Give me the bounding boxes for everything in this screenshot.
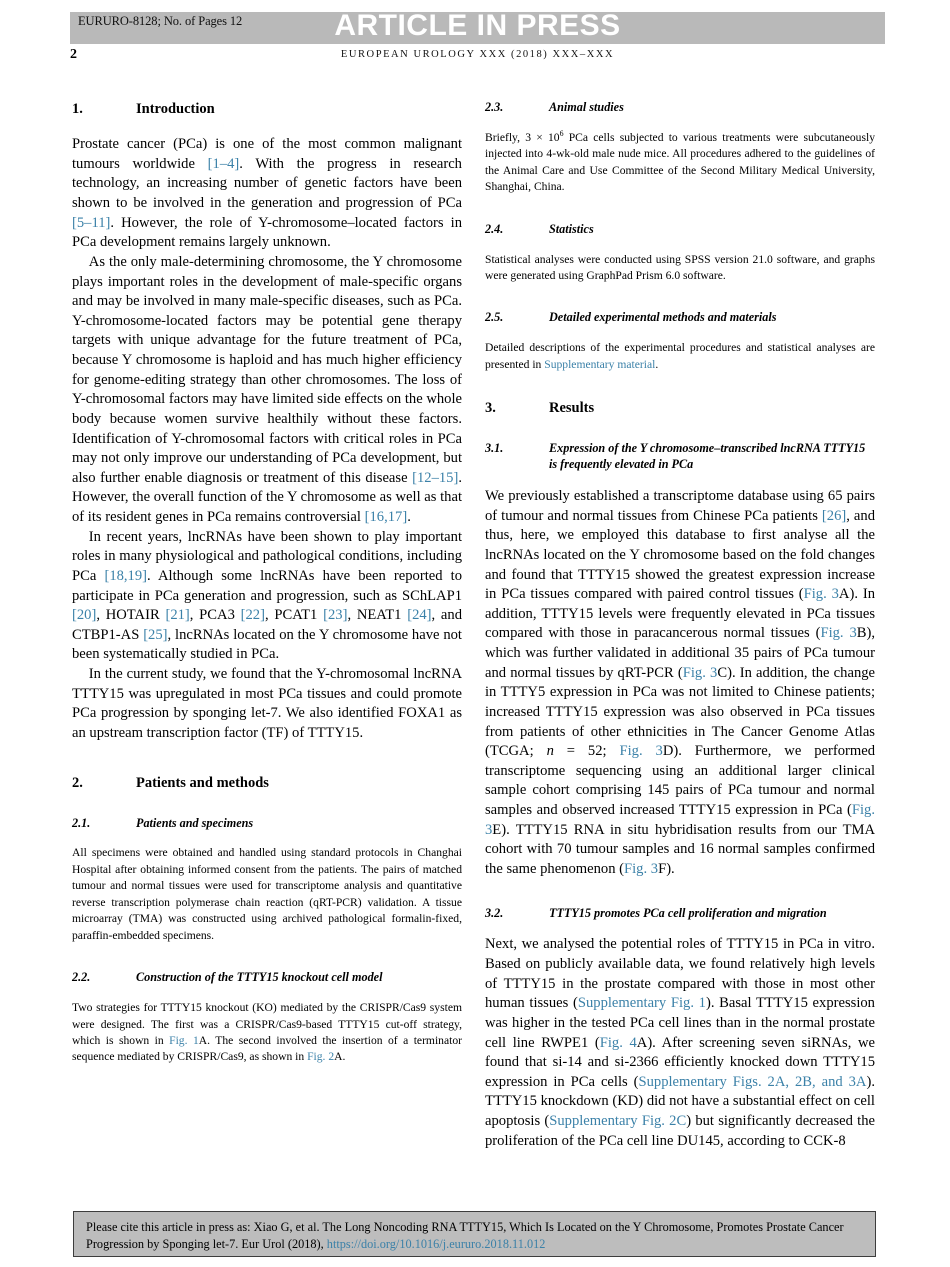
text-run: . However, the overall function of the Y chromosome as well as that of its resident genes in PCa remains controversial xyxy=(72,469,462,525)
text-run: Please cite this article in press as: Xiao G, et al. The Long Noncoding RNA TTTY15, Which Is Located on the Y Chromosome, Promotes Prostate Cancer Progression by Sponging let-7. Eur Urol (2018), xyxy=(86,1220,844,1252)
text-run: As the only male-determining chromosome, the Y chromosome plays important roles in the development of male-specific organs and may be involved in many male-specific diseases, such as PCa. Y-chromosome-located factors may be potential gene therapy targets with unique advantage for the future treatment of PCa, because Y chromosome is haploid and has much higher efficiency for genome-editing strategy than other chromosomes. The loss of Y-chromosomal factors may have limited side effects on the whole body because women survive healthily without these factors. Identification of Y-chromosomal factors with critical roles in PCa may not only improve our understanding of PCa development, but also further enable diagnosis or treatment of this disease xyxy=(72,253,462,486)
section-number: 1. xyxy=(72,101,83,117)
paragraph-animal-studies xyxy=(485,130,875,196)
section-title: Results xyxy=(549,400,595,417)
text-run: D). Furthermore, we performed transcriptome sequencing using an additional larger clinical sample cohort comprising 145 pairs of PCa tumour and normal samples and observed increased TTTY15 expression in PCa ( xyxy=(485,743,875,819)
paragraph-patients-specimens: All specimens were obtained and handled using standard protocols in Changhai Hospital after obtaining informed consent from the patients. The pairs of matched tumour and normal tissues were used for transcriptome analysis and quantitative reverse transcription polymerase chain reaction (qRT-PCR) validation. A tissue microarray (TMA) was constructed using archived pathological formalin-fixed, paraffin-embedded specimens. xyxy=(72,846,462,942)
subsection-number: 3.1. xyxy=(485,441,504,456)
figure-link-fig-3c[interactable]: Fig. 3 xyxy=(682,664,718,681)
reference-link-21[interactable]: [21] xyxy=(165,607,190,624)
text-run: A). After screening seven siRNAs, we found that si-14 and si-2366 efficiently knocked down TTTY15 expression in PCa cells ( xyxy=(485,1034,875,1090)
text-run: Next, we analysed the potential roles of TTTY15 in PCa in vitro. Based on publicly available data, we found relatively high levels of TTTY15 in the prostate compared with those in most other human tissues ( xyxy=(485,936,875,1012)
paragraph-detailed-methods xyxy=(485,340,875,373)
text-run: . xyxy=(655,357,659,371)
text-run: Briefly, 3 × 10 xyxy=(485,130,560,144)
figure-link-fig-4[interactable]: Fig. 4 xyxy=(599,1034,637,1051)
text-run: ). Basal TTTY15 expression was higher in the tested PCa cell lines than in the normal prostate cell line RWPE1 ( xyxy=(485,995,875,1051)
subsection-number: 2.4. xyxy=(485,221,504,236)
subsection-heading-statistics xyxy=(485,222,875,238)
running-head xyxy=(70,47,885,67)
figure-link-fig-3a[interactable]: Fig. 3 xyxy=(803,586,839,603)
reference-link-18-19[interactable]: [18,19] xyxy=(104,567,148,584)
text-run: , NEAT1 xyxy=(347,607,408,624)
subsection-title: Expression of the Y chromosome–transcribed lncRNA TTTY15 is frequently elevated in PCa xyxy=(549,441,866,472)
reference-link-20[interactable]: [20] xyxy=(72,607,97,624)
supplementary-link-fig-2c[interactable]: Supplementary Fig. 2C xyxy=(549,1113,687,1130)
text-run: , PCA3 xyxy=(189,607,241,624)
journal-running-title: EUROPEAN UROLOGY XXX (2018) XXX–XXX xyxy=(340,49,615,60)
italic-n: n xyxy=(546,743,554,760)
text-run: = 52; xyxy=(553,743,620,760)
subsection-title: Detailed experimental methods and materials xyxy=(549,310,777,325)
figure-link-fig-2[interactable]: Fig. 2 xyxy=(307,1050,335,1064)
figure-link-fig-3b[interactable]: Fig. 3 xyxy=(820,625,857,642)
subsection-heading-ttty15-elevated xyxy=(485,441,875,473)
supplementary-link-fig-1[interactable]: Supplementary Fig. 1 xyxy=(577,995,706,1012)
text-run: , HOTAIR xyxy=(96,607,166,624)
text-run: A). In addition, TTTY15 levels were frequently elevated in PCa tissues compared with those in paracancerous normal tissues ( xyxy=(485,586,875,642)
supplementary-material-link[interactable]: Supplementary material xyxy=(544,357,656,371)
paragraph-intro-2 xyxy=(72,253,462,528)
text-run: . However, the role of Y-chromosome–located factors in PCa development remains largely unknown. xyxy=(72,214,462,251)
section-number: 2. xyxy=(72,774,83,791)
text-run: C). In addition, the change in TTTY5 expression in PCa was not limited to Chinese patients; increased TTTY15 expression was also observed in PCa tissues from patients of other ethnicities in The Cancer Genome Atlas (TCGA; xyxy=(485,664,876,760)
text-run: . Although some lncRNAs have been reported to participate in PCa generation and progression, such as SChLAP1 xyxy=(72,567,462,604)
text-run: A. The second involved the insertion of a terminator sequence mediated by CRISPR/Cas9, as shown in xyxy=(72,1033,462,1064)
figure-link-fig-1[interactable]: Fig. 1 xyxy=(169,1033,199,1047)
figure-link-fig-3d[interactable]: Fig. 3 xyxy=(619,743,663,760)
article-id-label: EURURO-8128; No. of Pages 12 xyxy=(78,14,243,28)
subsection-title: Statistics xyxy=(549,221,594,236)
text-run: , lncRNAs located on the Y chromosome have not been systematically studied in PCa. xyxy=(72,626,462,663)
subsection-heading-ttty15-proliferation xyxy=(485,906,875,922)
text-run: E). TTTY15 RNA in situ hybridisation results from our TMA cohort with 70 tumour samples and 16 normal samples confirmed the same phenomenon ( xyxy=(485,821,875,877)
section-heading-results xyxy=(485,399,875,417)
subsection-heading-detailed-methods xyxy=(485,310,875,326)
text-run: , PCAT1 xyxy=(264,607,324,624)
text-run: ). TTTY15 knockdown (KD) did not have a substantial effect on cell apoptosis ( xyxy=(485,1073,875,1130)
doi-link[interactable]: https://doi.org/10.1016/j.eururo.2018.11.012 xyxy=(326,1237,546,1252)
text-run: , and CTBP1-AS xyxy=(72,607,463,643)
paragraph-intro-4: In the current study, we found that the Y-chromosomal lncRNA TTTY15 was upregulated in most PCa tissues and could promote PCa progression by sponging let-7. We also identified FOXA1 as an upstream transcription factor (TF) of TTTY15. xyxy=(72,666,462,741)
reference-link-24[interactable]: [24] xyxy=(407,607,432,624)
reference-link-5-11[interactable]: [5–11] xyxy=(72,214,111,231)
text-run: PCa cells subjected to various treatments were subcutaneously injected into 4-wk-old male nude mice. All procedures adhered to the guidelines of the Animal Care and Use Committee of the Second Military Medical University, Shanghai, China. xyxy=(485,130,875,194)
text-run: F). xyxy=(658,860,675,877)
paragraph-results-32 xyxy=(485,935,875,1151)
subsection-title: Patients and specimens xyxy=(136,815,254,830)
right-column xyxy=(485,100,875,1151)
subsection-title: TTTY15 promotes PCa cell proliferation and migration xyxy=(549,905,827,920)
reference-link-22[interactable]: [22] xyxy=(240,607,265,624)
reference-link-23[interactable]: [23] xyxy=(323,607,348,624)
text-run: Prostate cancer (PCa) is one of the most common malignant tumours worldwide xyxy=(72,136,462,172)
reference-link-26[interactable]: [26] xyxy=(821,507,847,524)
text-run: In recent years, lncRNAs have been shown to play important roles in many physiological and pathological conditions, including PCa xyxy=(72,528,462,584)
left-column xyxy=(72,100,462,1066)
reference-link-12-15[interactable]: [12–15] xyxy=(412,469,459,486)
figure-link-fig-3f[interactable]: Fig. 3 xyxy=(624,860,659,877)
text-run: A. xyxy=(334,1050,346,1064)
text-run: , and thus, here, we employed this database to first analyse all the lncRNAs located on the Y chromosome based on the fold changes and found that TTTY15 showed the greatest expression increase in PCa tissues compared with paired control tissues ( xyxy=(485,507,875,603)
subsection-heading-animal-studies xyxy=(485,100,875,116)
subsection-number: 2.5. xyxy=(485,310,504,325)
text-run: . With the progress in research technology, an increasing number of genetic factors have been shown to be involved in the generation and progression of PCa xyxy=(72,155,462,211)
text-run: . xyxy=(407,509,411,525)
superscript-exponent: 6 xyxy=(559,129,564,138)
subsection-number: 2.3. xyxy=(485,100,504,114)
subsection-number: 2.2. xyxy=(72,970,91,985)
subsection-number: 3.2. xyxy=(485,905,504,920)
text-run: We previously established a transcriptome database using 65 pairs of tumour and normal tissues from Chinese PCa patients xyxy=(485,488,875,524)
paragraph-results-31 xyxy=(485,487,875,880)
paragraph-intro-3 xyxy=(72,528,462,665)
citation-box xyxy=(73,1211,876,1257)
section-title: Introduction xyxy=(136,101,215,117)
reference-link-25[interactable]: [25] xyxy=(143,626,168,643)
text-run: B), which was further validated in additional 35 pairs of PCa tumour and normal tissues by qRT-PCR ( xyxy=(485,625,876,681)
section-heading-patients-and-methods xyxy=(72,774,462,792)
subsection-number: 2.1. xyxy=(72,815,91,830)
reference-link-1-4[interactable]: [1–4] xyxy=(207,155,240,172)
section-heading-introduction xyxy=(72,100,462,118)
section-title: Patients and methods xyxy=(136,774,269,791)
subsection-title: Construction of the TTTY15 knockout cell model xyxy=(136,970,383,985)
subsection-heading-knockout-cell-model xyxy=(72,970,462,986)
subsection-title: Animal studies xyxy=(549,100,624,114)
text-run: Two strategies for TTTY15 knockout (KO) mediated by the CRISPR/Cas9 system were designed. The first was a CRISPR/Cas9-based TTTY15 cut-off strategy, which is shown in xyxy=(72,1001,462,1047)
page-number: 2 xyxy=(70,47,77,62)
paragraph-intro-1 xyxy=(72,135,462,253)
figure-link-fig-3e[interactable]: Fig. 3 xyxy=(485,802,875,838)
paragraph-statistics: Statistical analyses were conducted using SPSS version 21.0 software, and graphs were generated using GraphPad Prism 6.0 software. xyxy=(485,252,875,282)
supplementary-link-figs-2a-2b-3a[interactable]: Supplementary Figs. 2A, 2B, and 3A xyxy=(638,1073,867,1090)
reference-link-16-17[interactable]: [16,17] xyxy=(364,509,408,525)
section-number: 3. xyxy=(485,400,496,417)
citation-text xyxy=(86,1219,863,1254)
article-in-press-banner: ARTICLE IN PRESS xyxy=(334,9,621,42)
text-run: ) but significantly decreased the proliferation of the PCa cell line DU145, according to CCK-8 xyxy=(485,1113,875,1149)
paragraph-knockout-model xyxy=(72,1000,462,1066)
subsection-heading-patients-and-specimens xyxy=(72,816,462,832)
text-run: Detailed descriptions of the experimental procedures and statistical analyses are presented in xyxy=(485,341,875,371)
